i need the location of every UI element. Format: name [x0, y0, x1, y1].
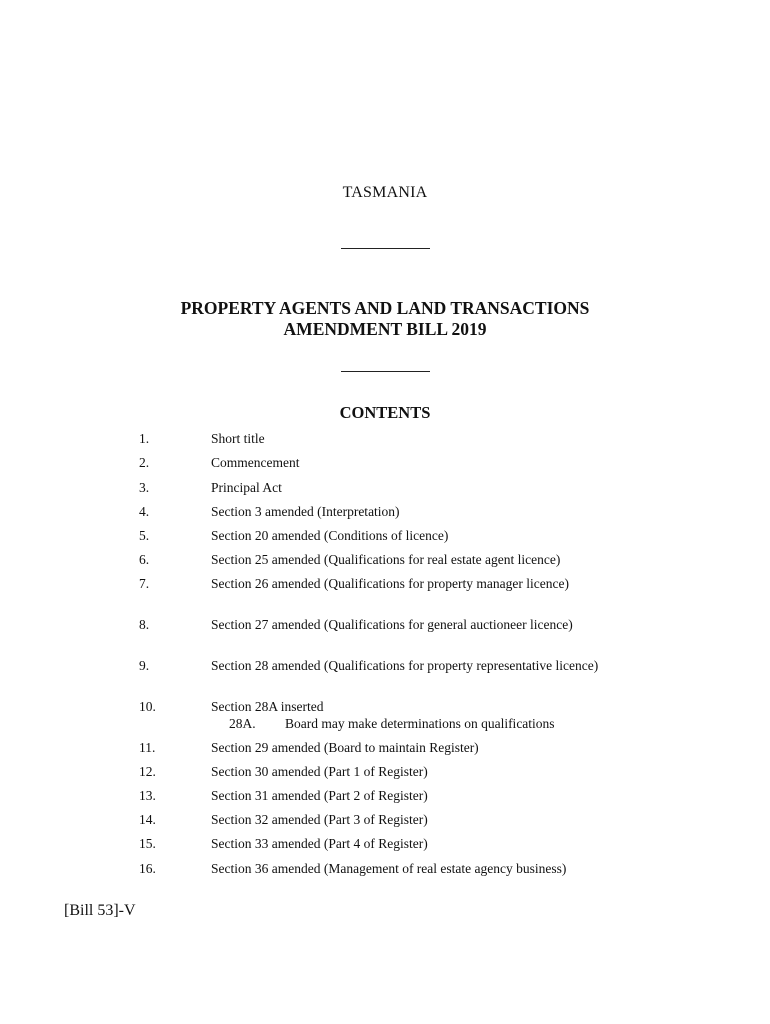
toc-item-number: 10.: [139, 699, 156, 714]
toc-item-number: 9.: [139, 658, 150, 673]
toc-item-title-main: Section 28A inserted: [211, 699, 324, 714]
bill-title: [0, 298, 770, 340]
toc-item-number: 13.: [139, 788, 156, 803]
toc-item-title: Section 20 amended (Conditions of licence): [211, 528, 449, 543]
bill-reference: [Bill 53]-V: [64, 902, 136, 919]
toc-item-number: 8.: [139, 617, 150, 632]
toc-item-title: Section 26 amended (Qualifications for property manager licence): [211, 576, 569, 591]
toc-item-number: 12.: [139, 764, 156, 779]
toc-item-number: 4.: [139, 504, 150, 519]
toc-item-number: 2.: [139, 455, 150, 470]
toc-item-number: 14.: [139, 812, 156, 827]
toc-item-title: Commencement: [211, 455, 300, 470]
toc-item-title: Section 3 amended (Interpretation): [211, 504, 400, 519]
toc-item-number: 7.: [139, 576, 150, 591]
bill-title-line-2: AMENDMENT BILL 2019: [283, 319, 487, 339]
toc-item-title: Section 31 amended (Part 2 of Register): [211, 788, 428, 803]
toc-item-title: Section 29 amended (Board to maintain Register): [211, 740, 479, 755]
toc-item-title: Principal Act: [211, 480, 282, 495]
toc-item-number: 11.: [139, 740, 156, 755]
toc-item-title: Section 33 amended (Part 4 of Register): [211, 836, 428, 851]
toc-item-number: 15.: [139, 836, 156, 851]
toc-subitem-title: Board may make determinations on qualifications: [285, 716, 555, 731]
toc-item-title: [211, 698, 617, 732]
toc-item-title: Section 27 amended (Qualifications for general auctioneer licence): [211, 617, 573, 632]
toc-item-number: 3.: [139, 480, 150, 495]
toc-item-title: Section 28 amended (Qualifications for property representative licence): [211, 658, 599, 673]
jurisdiction-heading: TASMANIA: [342, 184, 428, 201]
toc-item-number: 5.: [139, 528, 150, 543]
toc-item-title: Section 36 amended (Management of real estate agency business): [211, 861, 567, 876]
toc-item-number: 6.: [139, 552, 150, 567]
toc-item-number: 1.: [139, 431, 150, 446]
divider-rule: [341, 371, 430, 372]
toc-subitem: [211, 715, 617, 732]
toc-item-title: Section 32 amended (Part 3 of Register): [211, 812, 428, 827]
toc-item-title: Short title: [211, 431, 265, 446]
bill-title-line-1: PROPERTY AGENTS AND LAND TRANSACTIONS: [180, 298, 590, 318]
contents-heading: CONTENTS: [339, 403, 431, 422]
toc-item-title: Section 25 amended (Qualifications for real estate agent licence): [211, 552, 561, 567]
toc-item-number: 16.: [139, 861, 156, 876]
divider-rule: [341, 248, 430, 249]
toc-subitem-number: 28A.: [229, 716, 256, 731]
toc-item-title: Section 30 amended (Part 1 of Register): [211, 764, 428, 779]
